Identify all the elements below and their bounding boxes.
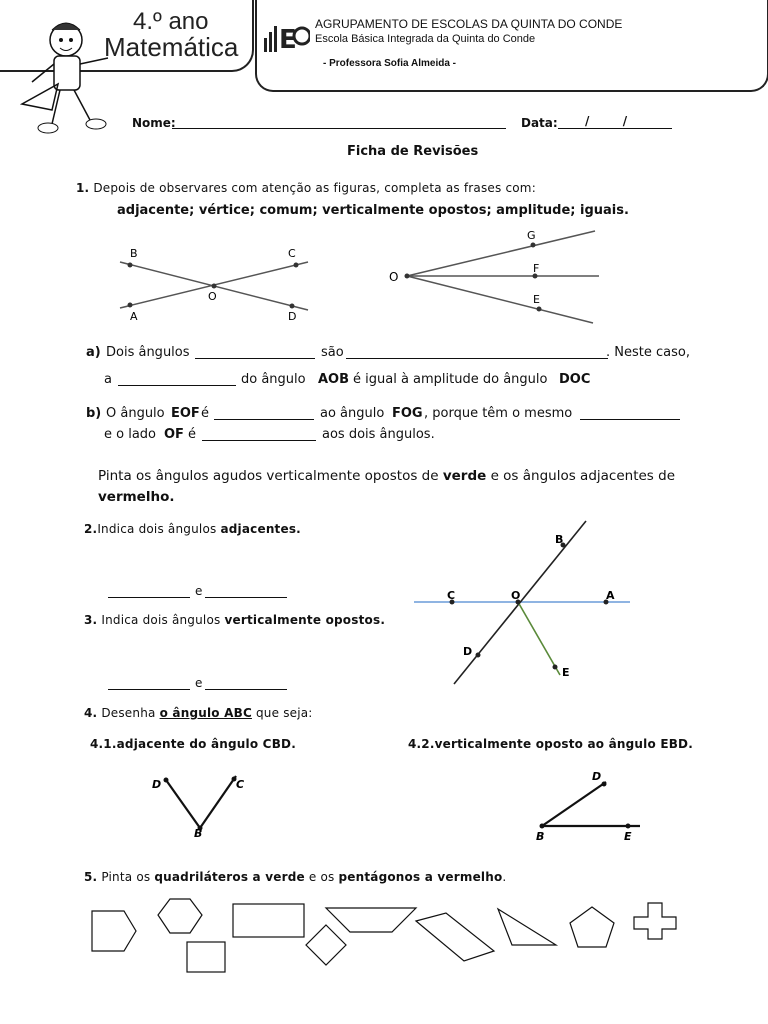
q1b-line2: e o lado OF é aos dois ângulos. xyxy=(104,427,435,442)
set-square-icon xyxy=(22,84,58,110)
q5-prompt: 5. Pinta os quadriláteros a verde e os pentágonos a vermelho. xyxy=(84,870,507,884)
svg-text:D: D xyxy=(592,770,602,783)
q1-word-bank: adjacente; vértice; comum; verticalmente opostos; amplitude; iguais. xyxy=(117,203,629,218)
q1a-blank-1[interactable] xyxy=(195,358,315,359)
trapezoid-shape[interactable] xyxy=(326,908,416,932)
svg-text:D: D xyxy=(152,778,162,791)
figure-rays xyxy=(385,225,605,330)
q4-sub2: 4.2.verticalmente oposto ao ângulo EBD. xyxy=(408,737,693,751)
boy-hair-icon xyxy=(52,23,80,30)
name-label: Nome: xyxy=(132,116,176,130)
q3-blank-1[interactable] xyxy=(108,689,190,690)
label-b: B xyxy=(130,247,138,260)
svg-text:B: B xyxy=(194,827,203,840)
header-right-box xyxy=(255,0,768,92)
q2-prompt: 2.Indica dois ângulos adjacentes. xyxy=(84,522,301,536)
school-group-name: AGRUPAMENTO DE ESCOLAS DA QUINTA DO CONDE xyxy=(315,17,623,31)
svg-text:C: C xyxy=(447,589,456,602)
svg-text:E: E xyxy=(624,830,632,843)
ray-og xyxy=(407,231,595,276)
hexagon-shape[interactable] xyxy=(158,899,202,933)
ray-oe xyxy=(407,276,593,323)
q1-prompt xyxy=(76,181,536,195)
q1a-line1: a) Dois ângulos são . Neste caso, xyxy=(86,345,690,360)
label-d: D xyxy=(288,310,297,323)
q1-prompt-text: Depois de observares com atenção as figuras, completa as frases com: xyxy=(93,181,536,195)
label-a: A xyxy=(130,310,138,323)
ray-oe2 xyxy=(518,602,560,675)
teacher-name: - Professora Sofia Almeida - xyxy=(323,58,456,69)
svg-text:E: E xyxy=(562,666,570,679)
figure-angle-cbd xyxy=(148,770,258,840)
label-o: O xyxy=(208,290,217,303)
pentagon-shape-1[interactable] xyxy=(92,911,136,951)
date-field[interactable] xyxy=(558,128,672,129)
svg-text:D: D xyxy=(463,645,473,658)
figure-crossing-lines xyxy=(110,240,320,325)
date-label: Data: xyxy=(521,116,558,130)
label-g: G xyxy=(527,229,536,242)
svg-text:C: C xyxy=(236,778,245,791)
q1a-line2: a do ângulo AOB é igual à amplitude do ângulo DOC xyxy=(104,372,591,387)
figure-angles-oabcde xyxy=(410,515,640,690)
q2-blank-2[interactable] xyxy=(205,597,287,598)
q1-number: 1. xyxy=(76,181,90,195)
q1b-blank-3[interactable] xyxy=(202,440,316,441)
q3-prompt: 3. Indica dois ângulos verticalmente opostos. xyxy=(84,613,386,627)
q1a-blank-3[interactable] xyxy=(118,385,236,386)
school-name: Escola Básica Integrada da Quinta do Conde xyxy=(315,33,536,45)
q3-blank-2[interactable] xyxy=(205,689,287,690)
q1b-line1: b) O ângulo EOF é ao ângulo FOG , porque têm o mesmo xyxy=(86,406,706,424)
label-c: C xyxy=(288,247,296,260)
pentagon-shape-2[interactable] xyxy=(570,907,614,947)
q1-paint-instruction: Pinta os ângulos agudos verticalmente opostos de verde e os ângulos adjacentes de vermelho. xyxy=(98,468,675,505)
svg-text:B: B xyxy=(555,533,564,546)
svg-text:E: E xyxy=(279,25,297,54)
svg-text:O: O xyxy=(511,589,521,602)
q1a-label: a) xyxy=(86,345,101,360)
parallelogram-shape[interactable] xyxy=(416,913,494,961)
q1a-blank-2[interactable] xyxy=(346,358,608,359)
school-logo-icon xyxy=(262,14,310,54)
cross-shape[interactable] xyxy=(634,903,676,939)
rhombus-shape[interactable] xyxy=(306,925,346,965)
svg-text:B: B xyxy=(536,830,545,843)
square-shape[interactable] xyxy=(187,942,225,972)
figure-angle-ebd xyxy=(530,768,650,844)
q2-blank-1[interactable] xyxy=(108,597,190,598)
label-f: F xyxy=(533,262,540,275)
label-e: E xyxy=(533,293,540,306)
label-o2: O xyxy=(389,270,399,284)
grade-label: 4.º ano xyxy=(133,8,209,35)
q4-prompt: 4. Desenha o ângulo ABC que seja: xyxy=(84,706,313,720)
shapes-row xyxy=(86,893,686,983)
rectangle-shape[interactable] xyxy=(233,904,304,937)
subject-title: Matemática xyxy=(104,32,239,62)
svg-text:A: A xyxy=(606,589,615,602)
page-title: Ficha de Revisões xyxy=(347,144,479,159)
date-slashes: / / xyxy=(585,114,628,128)
q1b-label: b) xyxy=(86,406,102,421)
q4-sub1: 4.1.adjacente do ângulo CBD. xyxy=(90,737,296,751)
name-field[interactable] xyxy=(172,128,506,129)
q1b-blank-2[interactable] xyxy=(580,419,680,420)
q1b-blank-1[interactable] xyxy=(214,419,314,420)
triangle-shape[interactable] xyxy=(498,909,556,945)
